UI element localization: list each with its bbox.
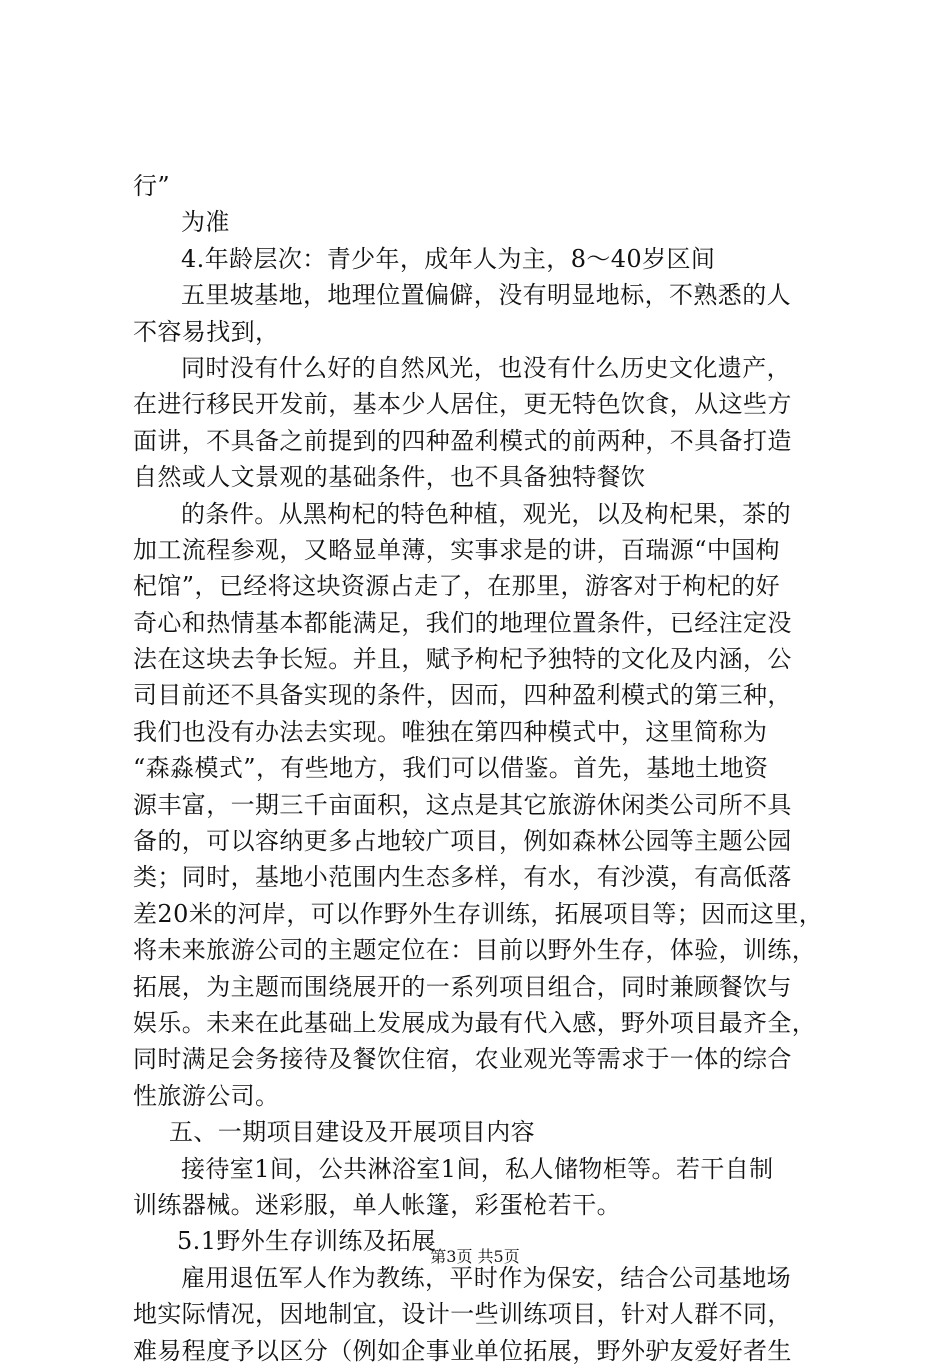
text-line: 司目前还不具备实现的条件，因而，四种盈利模式的第三种， (133, 681, 792, 710)
section-heading: 五、一期项目建设及开展项目内容 (169, 1118, 535, 1147)
text-line: 奇心和热情基本都能满足，我们的地理位置条件，已经注定没 (133, 608, 792, 637)
text-line: 拓展，为主题而围绕展开的一系列项目组合，同时兼顾餐饮与 (133, 972, 792, 1001)
page-number-footer: 第3页 共5页 (430, 1247, 520, 1266)
text-line: 行” (133, 172, 171, 200)
text-line: 地实际情况，因地制宜，设计一些训练项目，针对人群不同， (133, 1300, 792, 1329)
text-line: 差20米的河岸，可以作野外生存训练，拓展项目等；因而这里， (133, 899, 824, 928)
text-line: 不容易找到， (133, 317, 280, 346)
text-line: 在进行移民开发前，基本少人居住，更无特色饮食，从这些方 (133, 390, 792, 419)
text-line: “森淼模式”，有些地方，我们可以借鉴。首先，基地土地资 (133, 754, 769, 783)
text-line: 面讲，不具备之前提到的四种盈利模式的前两种，不具备打造 (133, 426, 792, 455)
text-line: 杞馆”，已经将这块资源占走了，在那里，游客对于枸杞的好 (133, 572, 781, 601)
text-line: 难易程度予以区分（例如企事业单位拓展，野外驴友爱好者生 (133, 1336, 792, 1365)
text-line: 五里坡基地，地理位置偏僻，没有明显地标，不熟悉的人 (181, 281, 791, 310)
text-line: 同时满足会务接待及餐饮住宿，农业观光等需求于一体的综合 (133, 1045, 792, 1074)
text-line: 4.年龄层次：青少年，成年人为主，8～40岁区间 (181, 244, 716, 273)
text-line: 为准 (181, 208, 230, 237)
text-line: 自然或人文景观的基础条件，也不具备独特餐饮 (133, 463, 646, 492)
text-line: 源丰富，一期三千亩面积，这点是其它旅游休闲类公司所不具 (133, 790, 792, 819)
text-line: 娱乐。未来在此基础上发展成为最有代入感，野外项目最齐全， (133, 1008, 817, 1037)
text-line: 我们也没有办法去实现。唯独在第四种模式中，这里简称为 (133, 717, 768, 746)
text-line: 将未来旅游公司的主题定位在：目前以野外生存，体验，训练， (133, 936, 817, 965)
text-line: 备的，可以容纳更多占地较广项目，例如森林公园等主题公园 (133, 827, 792, 856)
document-body (133, 168, 833, 1369)
text-line: 雇用退伍军人作为教练，平时作为保安，结合公司基地场 (181, 1263, 791, 1292)
text-line: 法在这块去争长短。并且，赋予枸杞予独特的文化及内涵，公 (133, 645, 792, 674)
text-line: 的条件。从黑枸杞的特色种植，观光，以及枸杞果，茶的 (181, 499, 791, 528)
text-line: 加工流程参观，又略显单薄，实事求是的讲，百瑞源“中国枸 (133, 535, 781, 564)
subsection-heading: 5.1野外生存训练及拓展 (177, 1227, 436, 1256)
text-line: 同时没有什么好的自然风光，也没有什么历史文化遗产， (181, 353, 791, 382)
text-line: 性旅游公司。 (133, 1081, 280, 1110)
text-line: 类；同时，基地小范围内生态多样，有水，有沙漠，有高低落 (133, 863, 792, 892)
text-line: 训练器械。迷彩服，单人帐篷，彩蛋枪若干。 (133, 1190, 621, 1219)
text-line: 接待室1间，公共淋浴室1间，私人储物柜等。若干自制 (181, 1154, 774, 1183)
